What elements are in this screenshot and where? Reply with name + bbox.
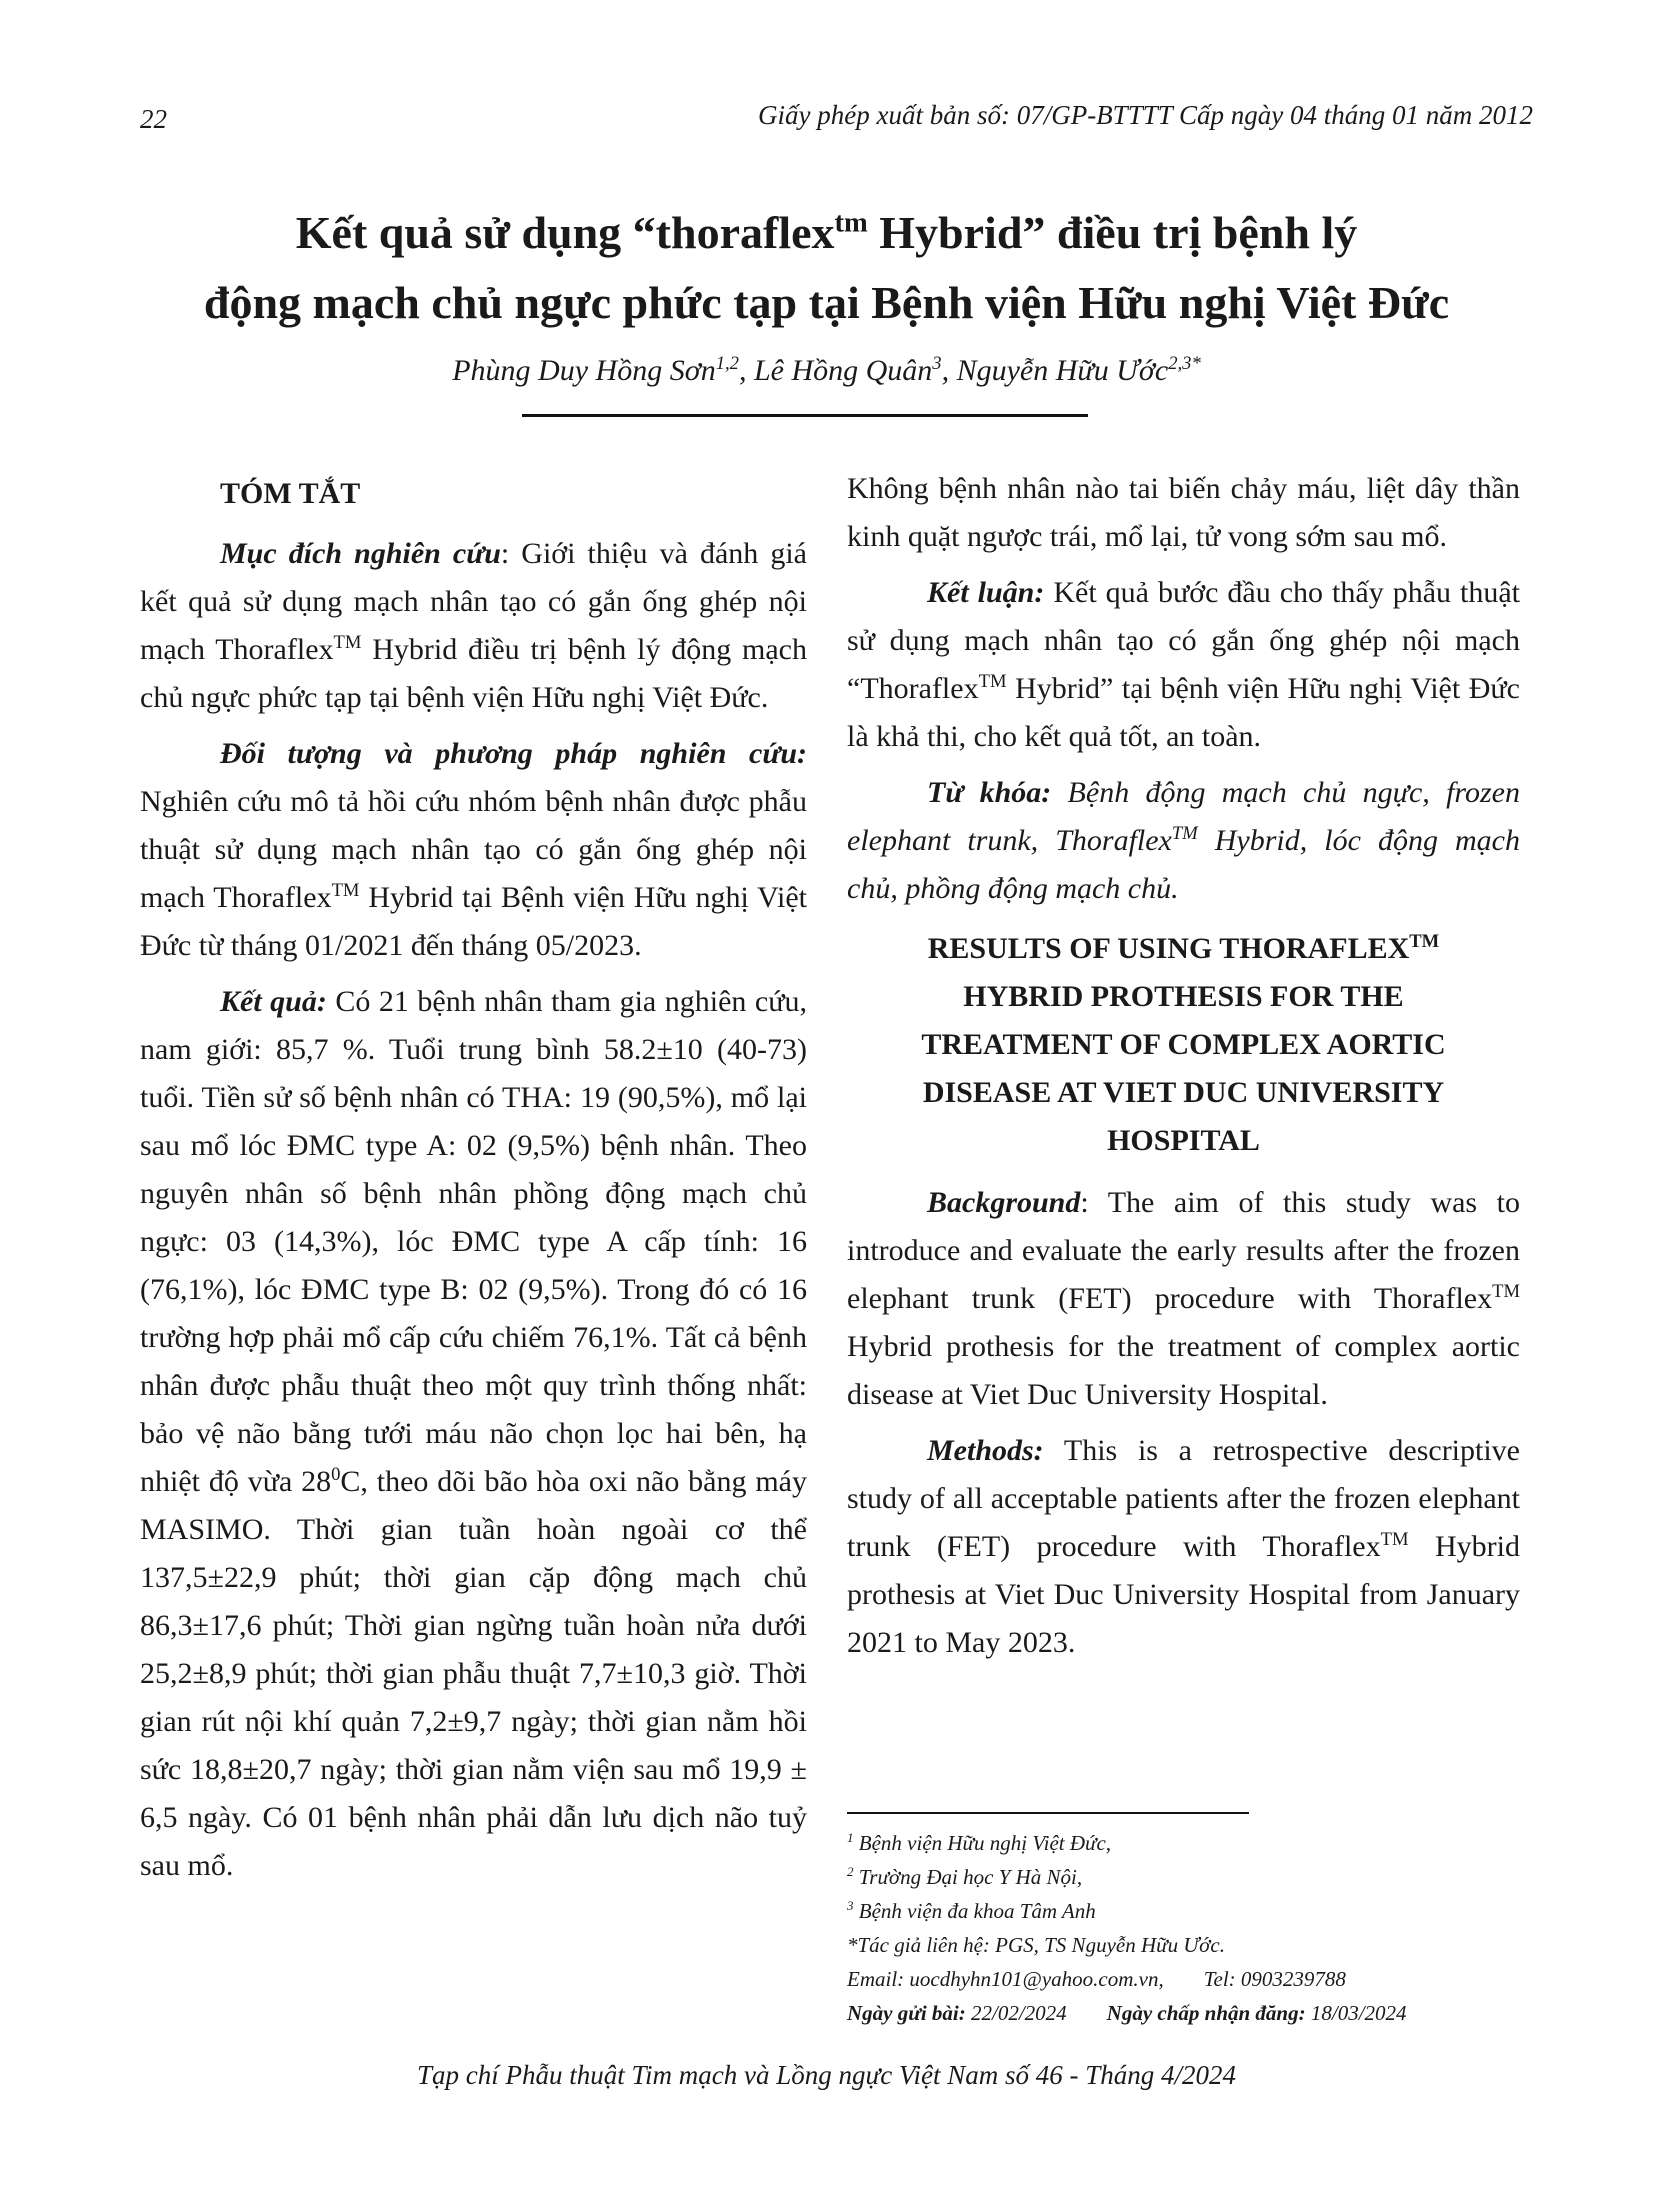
abstract-heading: TÓM TẮT [220,477,361,510]
keywords-text: Bệnh động mạch chủ ngực, frozen elephant trunk, Thoraflex [847,776,1520,857]
background-text: : The aim of this study was to introduce and evaluate the early results after the frozen elephant trunk (FET) procedure with Thoraflex [847,1186,1520,1315]
author-list [120,354,1533,388]
tm-superscript: TM [978,671,1007,692]
purpose-label: Mục đích nghiên cứu [220,537,501,570]
methods-en-paragraph [847,1427,1520,1667]
footnote-divider [847,1812,1249,1814]
tm-superscript: TM [331,880,360,901]
corresponding-author: *Tác giả liên hệ: PGS, TS Nguyễn Hữu Ước. [847,1933,1225,1957]
tm-superscript: TM [1171,823,1198,844]
author-2: , Lê Hồng Quân [738,354,933,387]
author-1-affiliation: 1,2 [715,353,739,374]
english-title-line-1-text: RESULTS OF USING THORAFLEX [927,932,1410,965]
left-column [140,470,807,1890]
keywords-label: Từ khóa: [927,776,1052,809]
footnote-3-marker: 3 [847,1898,854,1913]
tm-superscript: TM [1492,1281,1520,1302]
methods-label: Đối tượng và phương pháp nghiên cứu: [220,737,807,770]
footnotes [847,1826,1527,2030]
accepted-label: Ngày chấp nhận đăng: [1106,2001,1306,2025]
conclusion-text: Kết quả bước đầu cho thấy phẫu thuật sử dụng mạch nhân tạo có gắn ống ghép nội mạch “Thoraflex [847,576,1520,705]
methods-en-label: Methods: [927,1434,1044,1467]
methods-paragraph [140,730,807,970]
keywords-text-end: Hybrid, lóc động mạch chủ, phồng động mạch chủ. [847,824,1520,905]
results-paragraph [140,978,807,1890]
footnote-3-text: Bệnh viện đa khoa Tâm Anh [853,1899,1096,1923]
conclusion-label: Kết luận: [927,576,1045,609]
author-3-affiliation: 2,3* [1168,353,1201,374]
methods-text: Nghiên cứu mô tả hồi cứu nhóm bệnh nhân được phẫu thuật sử dụng mạch nhân tạo có gắn ống ghép nội mạch Thoraflex [140,785,807,914]
methods-text-end: Hybrid tại Bệnh viện Hữu nghị Việt Đức từ tháng 01/2021 đến tháng 05/2023. [140,881,807,962]
received-date: 22/02/2024 [965,2001,1067,2025]
purpose-text: : Giới thiệu và đánh giá kết quả sử dụng mạch nhân tạo có gắn ống ghép nội mạch Thoraflex [140,537,807,666]
keywords-paragraph [847,769,1520,913]
english-title-line-5: HOSPITAL [1107,1124,1260,1157]
author-1: Phùng Duy Hồng Sơn [452,354,716,387]
author-3: , Nguyễn Hữu Ước [941,354,1169,387]
title-divider [522,414,1088,417]
results-continuation: Không bệnh nhân nào tai biến chảy máu, liệt dây thần kinh quặt ngược trái, mổ lại, tử vong sớm sau mổ. [847,472,1520,553]
results-text: Có 21 bệnh nhân tham gia nghiên cứu, nam giới: 85,7 %. Tuổi trung bình 58.2±10 (40-73) tuổi. Tiền sử số bệnh nhân có THA: 19 (90,5%), mổ lại sau mổ lóc ĐMC type A: 02 (9,5%) bệnh nhân. Theo nguyên nhân số bệnh nhân phồng động mạch chủ ngực: 03 (14,3%), lóc ĐMC type A cấp tính: 16 (76,1%), lóc ĐMC type B: 02 (9,5%). Trong đó có 16 trường hợp phải mổ cấp cứu chiếm 76,1%. Tất cả bệnh nhân được phẫu thuật theo một quy trình thống nhất: bảo vệ não bằng tưới máu não chọn lọc hai bên, hạ nhiệt độ vừa 28 [140,985,807,1498]
methods-en-text-end: Hybrid prothesis at Viet Duc University Hospital from January 2021 to May 2023. [847,1530,1520,1659]
conclusion-text-end: Hybrid” tại bệnh viện Hữu nghị Việt Đức là khả thi, cho kết quả tốt, an toàn. [847,672,1520,753]
email-text: Email: uocdhyhn101@yahoo.com.vn, [847,1967,1164,1991]
dates-line [847,1996,1527,2030]
title-line-2: động mạch chủ ngực phức tạp tại Bệnh viện Hữu nghị Việt Đức [203,277,1450,328]
tm-superscript: TM [333,632,362,653]
title-line-1-pre: Kết quả sử dụng “thoraflex [295,207,835,258]
footnote-2-text: Trường Đại học Y Hà Nội, [853,1865,1083,1889]
results-label: Kết quả: [220,985,327,1018]
contact-line [847,1962,1527,1996]
english-title-line-2: HYBRID PROTHESIS FOR THE [963,980,1404,1013]
background-text-end: Hybrid prothesis for the treatment of complex aortic disease at Viet Duc University Hospital. [847,1330,1520,1411]
english-title-line-1 [847,925,1520,973]
footnote-3 [847,1894,1527,1928]
title-line-1 [120,198,1533,268]
footnote-1-marker: 1 [847,1830,854,1845]
results-text-end: C, theo dõi bão hòa oxi não bằng máy MASIMO. Thời gian tuần hoàn ngoài cơ thể 137,5±22,9 phút; thời gian cặp động mạch chủ 86,3±17,6 phút; Thời gian ngừng tuần hoàn nửa dưới 25,2±8,9 phút; thời gian phẫu thuật 7,7±10,3 giờ. Thời gian rút nội khí quản 7,2±9,7 ngày; thời gian nằm hồi sức 18,8±20,7 ngày; thời gian nằm viện sau mổ 19,9 ± 6,5 ngày. Có 01 bệnh nhân phải dẫn lưu dịch não tuỷ sau mổ. [140,1465,807,1882]
author-2-affiliation: 3 [932,353,942,374]
background-label: Background [927,1186,1081,1219]
english-title [847,925,1520,1165]
page-number: 22 [140,104,167,134]
degree-superscript: 0 [331,1464,341,1485]
english-title-line-3: TREATMENT OF COMPLEX AORTIC [921,1028,1446,1061]
methods-en-text: This is a retrospective descriptive study of all acceptable patients after the frozen elephant trunk (FET) procedure with Thoraflex [847,1434,1520,1563]
article-title [120,198,1533,338]
footnote-2-marker: 2 [847,1864,854,1879]
conclusion-paragraph [847,569,1520,761]
purpose-text-end: Hybrid điều trị bệnh lý động mạch chủ ngực phức tạp tại bệnh viện Hữu nghị Việt Đức. [140,633,807,714]
background-paragraph [847,1179,1520,1419]
footnote-2 [847,1860,1527,1894]
english-title-tm: TM [1409,931,1440,952]
tm-superscript: TM [1380,1529,1409,1550]
accepted-date: 18/03/2024 [1305,2001,1407,2025]
footnote-1 [847,1826,1527,1860]
footnote-1-text: Bệnh viện Hữu nghị Việt Đức, [853,1831,1112,1855]
purpose-paragraph [140,530,807,722]
right-column [847,465,1520,1667]
title-line-1-post: Hybrid” điều trị bệnh lý [867,207,1358,258]
journal-footer: Tạp chí Phẫu thuật Tim mạch và Lồng ngực Việt Nam số 46 - Tháng 4/2024 [417,2060,1236,2090]
received-label: Ngày gửi bài: [847,2001,966,2025]
english-title-line-4: DISEASE AT VIET DUC UNIVERSITY [922,1076,1445,1109]
title-tm-superscript: tm [834,207,868,239]
phone-text: Tel: 0903239788 [1203,1967,1346,1991]
license-header: Giấy phép xuất bản số: 07/GP-BTTTT Cấp ngày 04 tháng 01 năm 2012 [758,100,1533,130]
